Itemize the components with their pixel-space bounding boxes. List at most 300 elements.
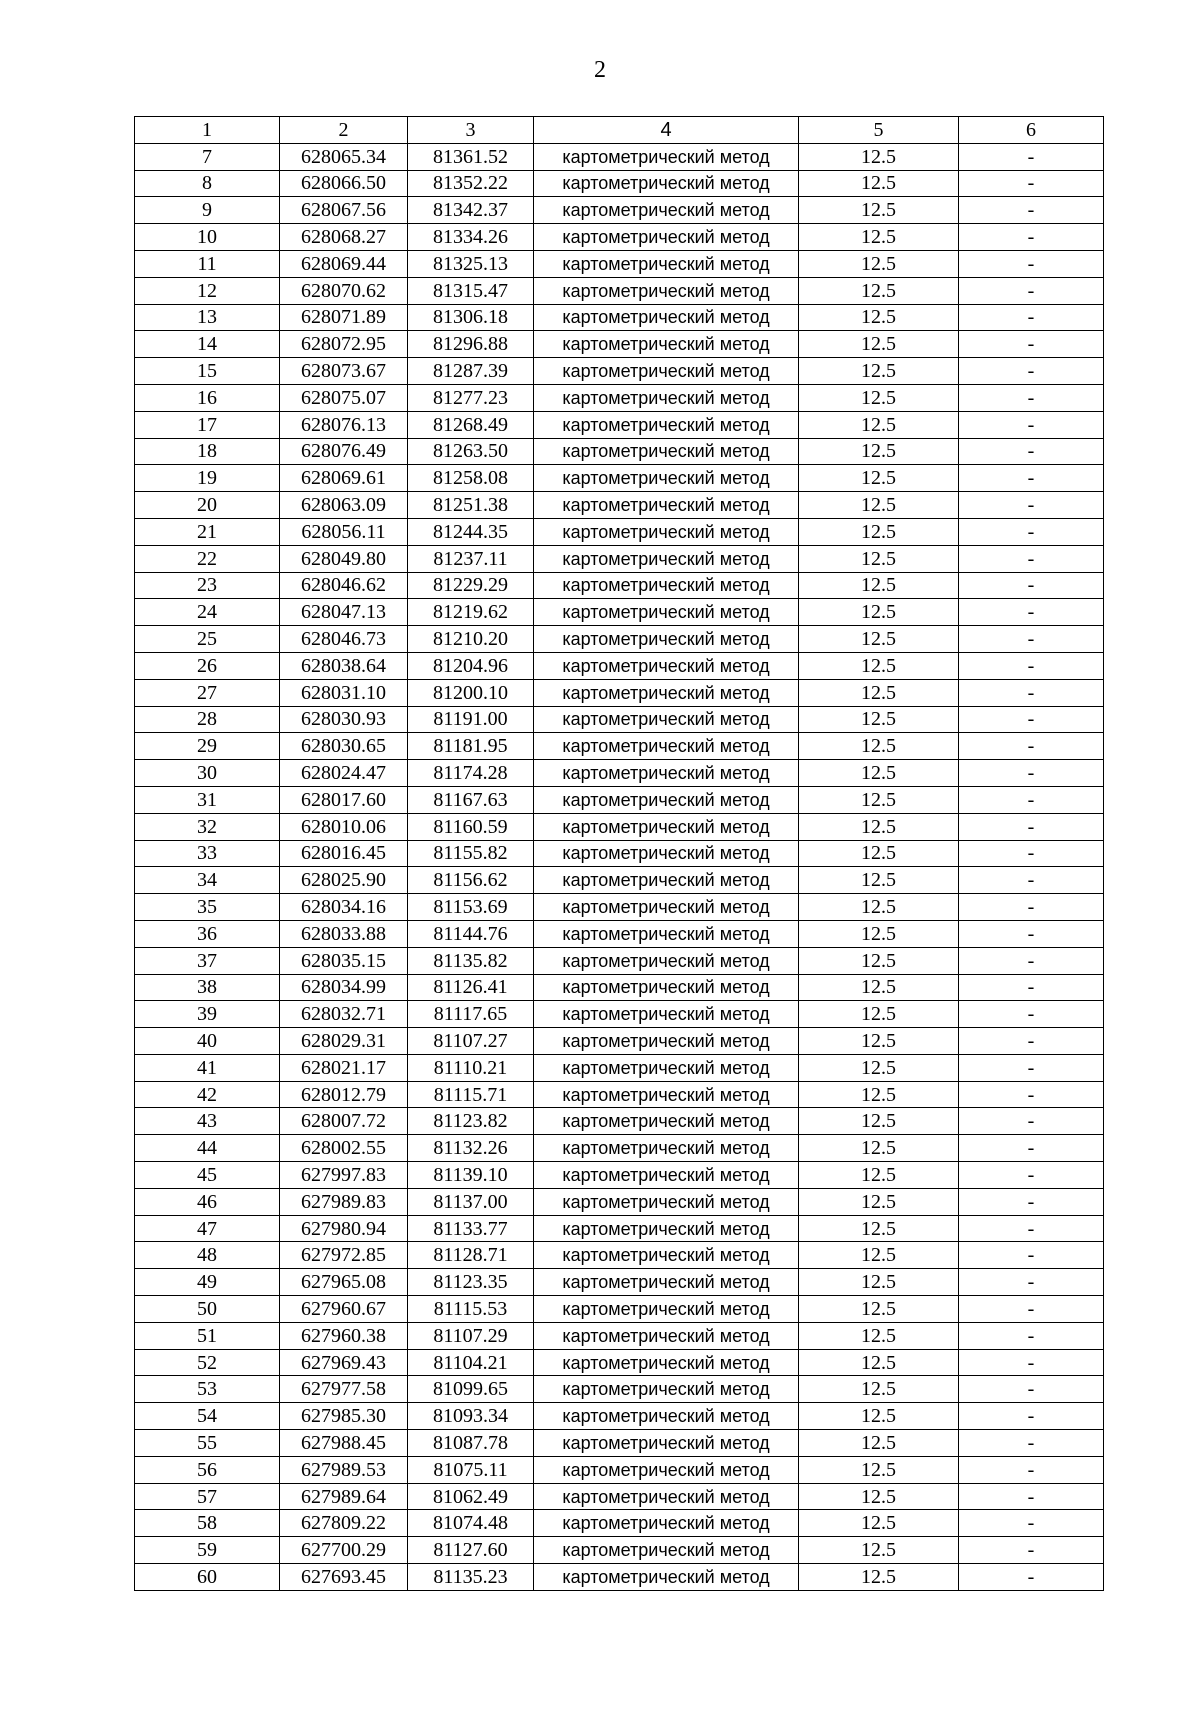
- table-body: [135, 117, 1104, 1591]
- x-coordinate-cell: 627965.08: [280, 1269, 408, 1296]
- y-coordinate-cell: 81204.96: [408, 652, 534, 679]
- table-row: [135, 1001, 1104, 1028]
- point-number-cell: 44: [135, 1135, 280, 1162]
- x-coordinate-cell: 628063.09: [280, 492, 408, 519]
- note-cell: -: [959, 465, 1104, 492]
- table-row: [135, 840, 1104, 867]
- table-header-row: [135, 117, 1104, 144]
- x-coordinate-cell: 628032.71: [280, 1001, 408, 1028]
- point-number-cell: 18: [135, 438, 280, 465]
- x-coordinate-cell: 628049.80: [280, 545, 408, 572]
- y-coordinate-cell: 81237.11: [408, 545, 534, 572]
- method-cell: картометрический метод: [534, 1028, 799, 1055]
- note-cell: -: [959, 143, 1104, 170]
- method-cell: картометрический метод: [534, 545, 799, 572]
- note-cell: -: [959, 545, 1104, 572]
- note-cell: -: [959, 170, 1104, 197]
- accuracy-cell: 12.5: [799, 1001, 959, 1028]
- note-cell: -: [959, 813, 1104, 840]
- point-number-cell: 51: [135, 1322, 280, 1349]
- y-coordinate-cell: 81153.69: [408, 894, 534, 921]
- accuracy-cell: 12.5: [799, 170, 959, 197]
- table-row: [135, 974, 1104, 1001]
- header-cell: 4: [534, 117, 799, 144]
- point-number-cell: 49: [135, 1269, 280, 1296]
- x-coordinate-cell: 627960.67: [280, 1296, 408, 1323]
- note-cell: -: [959, 679, 1104, 706]
- note-cell: -: [959, 438, 1104, 465]
- x-coordinate-cell: 627985.30: [280, 1403, 408, 1430]
- note-cell: -: [959, 786, 1104, 813]
- y-coordinate-cell: 81135.23: [408, 1564, 534, 1591]
- table-row: [135, 1537, 1104, 1564]
- note-cell: -: [959, 1537, 1104, 1564]
- point-number-cell: 9: [135, 197, 280, 224]
- y-coordinate-cell: 81123.35: [408, 1269, 534, 1296]
- table-row: [135, 197, 1104, 224]
- accuracy-cell: 12.5: [799, 304, 959, 331]
- table-row: [135, 438, 1104, 465]
- table-row: [135, 1108, 1104, 1135]
- x-coordinate-cell: 628073.67: [280, 358, 408, 385]
- y-coordinate-cell: 81200.10: [408, 679, 534, 706]
- accuracy-cell: 12.5: [799, 492, 959, 519]
- point-number-cell: 39: [135, 1001, 280, 1028]
- note-cell: -: [959, 706, 1104, 733]
- method-cell: картометрический метод: [534, 1054, 799, 1081]
- x-coordinate-cell: 627969.43: [280, 1349, 408, 1376]
- y-coordinate-cell: 81127.60: [408, 1537, 534, 1564]
- note-cell: -: [959, 1028, 1104, 1055]
- method-cell: картометрический метод: [534, 1162, 799, 1189]
- y-coordinate-cell: 81251.38: [408, 492, 534, 519]
- point-number-cell: 21: [135, 518, 280, 545]
- y-coordinate-cell: 81144.76: [408, 920, 534, 947]
- accuracy-cell: 12.5: [799, 1322, 959, 1349]
- table-row: [135, 626, 1104, 653]
- point-number-cell: 41: [135, 1054, 280, 1081]
- method-cell: картометрический метод: [534, 1430, 799, 1457]
- y-coordinate-cell: 81160.59: [408, 813, 534, 840]
- x-coordinate-cell: 628033.88: [280, 920, 408, 947]
- point-number-cell: 50: [135, 1296, 280, 1323]
- table-row: [135, 920, 1104, 947]
- note-cell: -: [959, 1403, 1104, 1430]
- note-cell: -: [959, 974, 1104, 1001]
- point-number-cell: 20: [135, 492, 280, 519]
- page-number: 2: [594, 57, 606, 83]
- x-coordinate-cell: 628046.73: [280, 626, 408, 653]
- x-coordinate-cell: 628069.61: [280, 465, 408, 492]
- point-number-cell: 59: [135, 1537, 280, 1564]
- table-row: [135, 1456, 1104, 1483]
- point-number-cell: 26: [135, 652, 280, 679]
- x-coordinate-cell: 628068.27: [280, 224, 408, 251]
- point-number-cell: 47: [135, 1215, 280, 1242]
- y-coordinate-cell: 81167.63: [408, 786, 534, 813]
- note-cell: -: [959, 894, 1104, 921]
- x-coordinate-cell: 628070.62: [280, 277, 408, 304]
- y-coordinate-cell: 81181.95: [408, 733, 534, 760]
- table-row: [135, 1510, 1104, 1537]
- accuracy-cell: 12.5: [799, 1456, 959, 1483]
- note-cell: -: [959, 1430, 1104, 1457]
- table-row: [135, 384, 1104, 411]
- y-coordinate-cell: 81115.53: [408, 1296, 534, 1323]
- x-coordinate-cell: 627809.22: [280, 1510, 408, 1537]
- point-number-cell: 16: [135, 384, 280, 411]
- note-cell: -: [959, 947, 1104, 974]
- x-coordinate-cell: 628010.06: [280, 813, 408, 840]
- y-coordinate-cell: 81093.34: [408, 1403, 534, 1430]
- point-number-cell: 46: [135, 1188, 280, 1215]
- point-number-cell: 57: [135, 1483, 280, 1510]
- accuracy-cell: 12.5: [799, 1403, 959, 1430]
- method-cell: картометрический метод: [534, 1081, 799, 1108]
- y-coordinate-cell: 81277.23: [408, 384, 534, 411]
- header-cell: 5: [799, 117, 959, 144]
- note-cell: -: [959, 1296, 1104, 1323]
- method-cell: картометрический метод: [534, 465, 799, 492]
- point-number-cell: 24: [135, 599, 280, 626]
- x-coordinate-cell: 628025.90: [280, 867, 408, 894]
- x-coordinate-cell: 627988.45: [280, 1430, 408, 1457]
- accuracy-cell: 12.5: [799, 411, 959, 438]
- method-cell: картометрический метод: [534, 813, 799, 840]
- y-coordinate-cell: 81075.11: [408, 1456, 534, 1483]
- y-coordinate-cell: 81219.62: [408, 599, 534, 626]
- table-row: [135, 170, 1104, 197]
- table-row: [135, 277, 1104, 304]
- method-cell: картометрический метод: [534, 572, 799, 599]
- accuracy-cell: 12.5: [799, 1215, 959, 1242]
- method-cell: картометрический метод: [534, 974, 799, 1001]
- y-coordinate-cell: 81352.22: [408, 170, 534, 197]
- note-cell: -: [959, 1349, 1104, 1376]
- point-number-cell: 19: [135, 465, 280, 492]
- table-row: [135, 760, 1104, 787]
- point-number-cell: 38: [135, 974, 280, 1001]
- table-row: [135, 1564, 1104, 1591]
- note-cell: -: [959, 1188, 1104, 1215]
- table-row: [135, 250, 1104, 277]
- method-cell: картометрический метод: [534, 224, 799, 251]
- header-cell: 3: [408, 117, 534, 144]
- method-cell: картометрический метод: [534, 867, 799, 894]
- method-cell: картометрический метод: [534, 1376, 799, 1403]
- table-row: [135, 1483, 1104, 1510]
- y-coordinate-cell: 81062.49: [408, 1483, 534, 1510]
- method-cell: картометрический метод: [534, 786, 799, 813]
- table-row: [135, 1376, 1104, 1403]
- method-cell: картометрический метод: [534, 626, 799, 653]
- note-cell: -: [959, 840, 1104, 867]
- point-number-cell: 14: [135, 331, 280, 358]
- y-coordinate-cell: 81155.82: [408, 840, 534, 867]
- y-coordinate-cell: 81110.21: [408, 1054, 534, 1081]
- note-cell: -: [959, 1054, 1104, 1081]
- method-cell: картометрический метод: [534, 331, 799, 358]
- note-cell: -: [959, 1564, 1104, 1591]
- point-number-cell: 25: [135, 626, 280, 653]
- note-cell: -: [959, 920, 1104, 947]
- method-cell: картометрический метод: [534, 518, 799, 545]
- table-row: [135, 143, 1104, 170]
- method-cell: картометрический метод: [534, 1456, 799, 1483]
- accuracy-cell: 12.5: [799, 706, 959, 733]
- x-coordinate-cell: 628002.55: [280, 1135, 408, 1162]
- y-coordinate-cell: 81361.52: [408, 143, 534, 170]
- method-cell: картометрический метод: [534, 197, 799, 224]
- y-coordinate-cell: 81132.26: [408, 1135, 534, 1162]
- x-coordinate-cell: 627693.45: [280, 1564, 408, 1591]
- note-cell: -: [959, 652, 1104, 679]
- x-coordinate-cell: 628067.56: [280, 197, 408, 224]
- method-cell: картометрический метод: [534, 1403, 799, 1430]
- x-coordinate-cell: 627989.64: [280, 1483, 408, 1510]
- method-cell: картометрический метод: [534, 1269, 799, 1296]
- point-number-cell: 12: [135, 277, 280, 304]
- table-row: [135, 1188, 1104, 1215]
- table-row: [135, 572, 1104, 599]
- x-coordinate-cell: 627997.83: [280, 1162, 408, 1189]
- note-cell: -: [959, 1456, 1104, 1483]
- note-cell: -: [959, 197, 1104, 224]
- method-cell: картометрический метод: [534, 1242, 799, 1269]
- table-row: [135, 304, 1104, 331]
- note-cell: -: [959, 358, 1104, 385]
- table-row: [135, 706, 1104, 733]
- y-coordinate-cell: 81074.48: [408, 1510, 534, 1537]
- y-coordinate-cell: 81174.28: [408, 760, 534, 787]
- accuracy-cell: 12.5: [799, 224, 959, 251]
- table-row: [135, 411, 1104, 438]
- note-cell: -: [959, 411, 1104, 438]
- method-cell: картометрический метод: [534, 1510, 799, 1537]
- point-number-cell: 60: [135, 1564, 280, 1591]
- table-row: [135, 492, 1104, 519]
- table-row: [135, 224, 1104, 251]
- point-number-cell: 58: [135, 1510, 280, 1537]
- method-cell: картометрический метод: [534, 1188, 799, 1215]
- accuracy-cell: 12.5: [799, 626, 959, 653]
- x-coordinate-cell: 628021.17: [280, 1054, 408, 1081]
- x-coordinate-cell: 628029.31: [280, 1028, 408, 1055]
- table-row: [135, 1430, 1104, 1457]
- x-coordinate-cell: 628072.95: [280, 331, 408, 358]
- method-cell: картометрический метод: [534, 679, 799, 706]
- note-cell: -: [959, 250, 1104, 277]
- table-row: [135, 947, 1104, 974]
- table-row: [135, 1322, 1104, 1349]
- note-cell: -: [959, 1242, 1104, 1269]
- accuracy-cell: 12.5: [799, 1054, 959, 1081]
- accuracy-cell: 12.5: [799, 840, 959, 867]
- x-coordinate-cell: 628065.34: [280, 143, 408, 170]
- accuracy-cell: 12.5: [799, 518, 959, 545]
- x-coordinate-cell: 628034.16: [280, 894, 408, 921]
- table-row: [135, 1162, 1104, 1189]
- y-coordinate-cell: 81306.18: [408, 304, 534, 331]
- accuracy-cell: 12.5: [799, 1537, 959, 1564]
- note-cell: -: [959, 1135, 1104, 1162]
- y-coordinate-cell: 81263.50: [408, 438, 534, 465]
- note-cell: -: [959, 599, 1104, 626]
- method-cell: картометрический метод: [534, 1537, 799, 1564]
- accuracy-cell: 12.5: [799, 277, 959, 304]
- point-number-cell: 45: [135, 1162, 280, 1189]
- header-cell: 1: [135, 117, 280, 144]
- method-cell: картометрический метод: [534, 894, 799, 921]
- accuracy-cell: 12.5: [799, 358, 959, 385]
- y-coordinate-cell: 81128.71: [408, 1242, 534, 1269]
- accuracy-cell: 12.5: [799, 974, 959, 1001]
- x-coordinate-cell: 628056.11: [280, 518, 408, 545]
- x-coordinate-cell: 627980.94: [280, 1215, 408, 1242]
- header-cell: 2: [280, 117, 408, 144]
- method-cell: картометрический метод: [534, 170, 799, 197]
- x-coordinate-cell: 627972.85: [280, 1242, 408, 1269]
- y-coordinate-cell: 81107.29: [408, 1322, 534, 1349]
- method-cell: картометрический метод: [534, 1108, 799, 1135]
- note-cell: -: [959, 1510, 1104, 1537]
- x-coordinate-cell: 628038.64: [280, 652, 408, 679]
- x-coordinate-cell: 627700.29: [280, 1537, 408, 1564]
- accuracy-cell: 12.5: [799, 1081, 959, 1108]
- note-cell: -: [959, 1001, 1104, 1028]
- accuracy-cell: 12.5: [799, 1564, 959, 1591]
- method-cell: картометрический метод: [534, 277, 799, 304]
- table-row: [135, 894, 1104, 921]
- x-coordinate-cell: 628076.49: [280, 438, 408, 465]
- accuracy-cell: 12.5: [799, 1376, 959, 1403]
- table-row: [135, 733, 1104, 760]
- table-row: [135, 599, 1104, 626]
- x-coordinate-cell: 628071.89: [280, 304, 408, 331]
- accuracy-cell: 12.5: [799, 1510, 959, 1537]
- accuracy-cell: 12.5: [799, 1242, 959, 1269]
- accuracy-cell: 12.5: [799, 599, 959, 626]
- point-number-cell: 17: [135, 411, 280, 438]
- method-cell: картометрический метод: [534, 1001, 799, 1028]
- y-coordinate-cell: 81115.71: [408, 1081, 534, 1108]
- table-row: [135, 1028, 1104, 1055]
- method-cell: картометрический метод: [534, 733, 799, 760]
- y-coordinate-cell: 81210.20: [408, 626, 534, 653]
- method-cell: картометрический метод: [534, 304, 799, 331]
- accuracy-cell: 12.5: [799, 920, 959, 947]
- table-row: [135, 1403, 1104, 1430]
- x-coordinate-cell: 627977.58: [280, 1376, 408, 1403]
- y-coordinate-cell: 81342.37: [408, 197, 534, 224]
- y-coordinate-cell: 81137.00: [408, 1188, 534, 1215]
- point-number-cell: 29: [135, 733, 280, 760]
- y-coordinate-cell: 81117.65: [408, 1001, 534, 1028]
- point-number-cell: 52: [135, 1349, 280, 1376]
- method-cell: картометрический метод: [534, 411, 799, 438]
- accuracy-cell: 12.5: [799, 760, 959, 787]
- method-cell: картометрический метод: [534, 1564, 799, 1591]
- method-cell: картометрический метод: [534, 1483, 799, 1510]
- accuracy-cell: 12.5: [799, 1188, 959, 1215]
- y-coordinate-cell: 81315.47: [408, 277, 534, 304]
- y-coordinate-cell: 81107.27: [408, 1028, 534, 1055]
- y-coordinate-cell: 81287.39: [408, 358, 534, 385]
- x-coordinate-cell: 628007.72: [280, 1108, 408, 1135]
- y-coordinate-cell: 81191.00: [408, 706, 534, 733]
- table-row: [135, 518, 1104, 545]
- y-coordinate-cell: 81156.62: [408, 867, 534, 894]
- method-cell: картометрический метод: [534, 143, 799, 170]
- table-row: [135, 1269, 1104, 1296]
- accuracy-cell: 12.5: [799, 1135, 959, 1162]
- note-cell: -: [959, 1108, 1104, 1135]
- y-coordinate-cell: 81126.41: [408, 974, 534, 1001]
- point-number-cell: 40: [135, 1028, 280, 1055]
- x-coordinate-cell: 628046.62: [280, 572, 408, 599]
- accuracy-cell: 12.5: [799, 1296, 959, 1323]
- table-row: [135, 679, 1104, 706]
- method-cell: картометрический метод: [534, 599, 799, 626]
- point-number-cell: 33: [135, 840, 280, 867]
- table-row: [135, 813, 1104, 840]
- table-row: [135, 1135, 1104, 1162]
- y-coordinate-cell: 81139.10: [408, 1162, 534, 1189]
- accuracy-cell: 12.5: [799, 679, 959, 706]
- y-coordinate-cell: 81229.29: [408, 572, 534, 599]
- y-coordinate-cell: 81296.88: [408, 331, 534, 358]
- point-number-cell: 35: [135, 894, 280, 921]
- x-coordinate-cell: 628030.93: [280, 706, 408, 733]
- point-number-cell: 32: [135, 813, 280, 840]
- point-number-cell: 48: [135, 1242, 280, 1269]
- table-row: [135, 358, 1104, 385]
- point-number-cell: 31: [135, 786, 280, 813]
- point-number-cell: 8: [135, 170, 280, 197]
- note-cell: -: [959, 1269, 1104, 1296]
- point-number-cell: 7: [135, 143, 280, 170]
- accuracy-cell: 12.5: [799, 465, 959, 492]
- y-coordinate-cell: 81325.13: [408, 250, 534, 277]
- accuracy-cell: 12.5: [799, 545, 959, 572]
- accuracy-cell: 12.5: [799, 572, 959, 599]
- accuracy-cell: 12.5: [799, 1349, 959, 1376]
- method-cell: картометрический метод: [534, 250, 799, 277]
- table-row: [135, 867, 1104, 894]
- table-row: [135, 465, 1104, 492]
- point-number-cell: 36: [135, 920, 280, 947]
- y-coordinate-cell: 81258.08: [408, 465, 534, 492]
- y-coordinate-cell: 81133.77: [408, 1215, 534, 1242]
- note-cell: -: [959, 1483, 1104, 1510]
- point-number-cell: 22: [135, 545, 280, 572]
- note-cell: -: [959, 572, 1104, 599]
- point-number-cell: 37: [135, 947, 280, 974]
- coordinates-table: [134, 116, 1104, 1591]
- note-cell: -: [959, 867, 1104, 894]
- point-number-cell: 11: [135, 250, 280, 277]
- accuracy-cell: 12.5: [799, 1269, 959, 1296]
- x-coordinate-cell: 627989.53: [280, 1456, 408, 1483]
- accuracy-cell: 12.5: [799, 947, 959, 974]
- point-number-cell: 54: [135, 1403, 280, 1430]
- accuracy-cell: 12.5: [799, 1108, 959, 1135]
- accuracy-cell: 12.5: [799, 250, 959, 277]
- accuracy-cell: 12.5: [799, 143, 959, 170]
- point-number-cell: 23: [135, 572, 280, 599]
- point-number-cell: 43: [135, 1108, 280, 1135]
- x-coordinate-cell: 628069.44: [280, 250, 408, 277]
